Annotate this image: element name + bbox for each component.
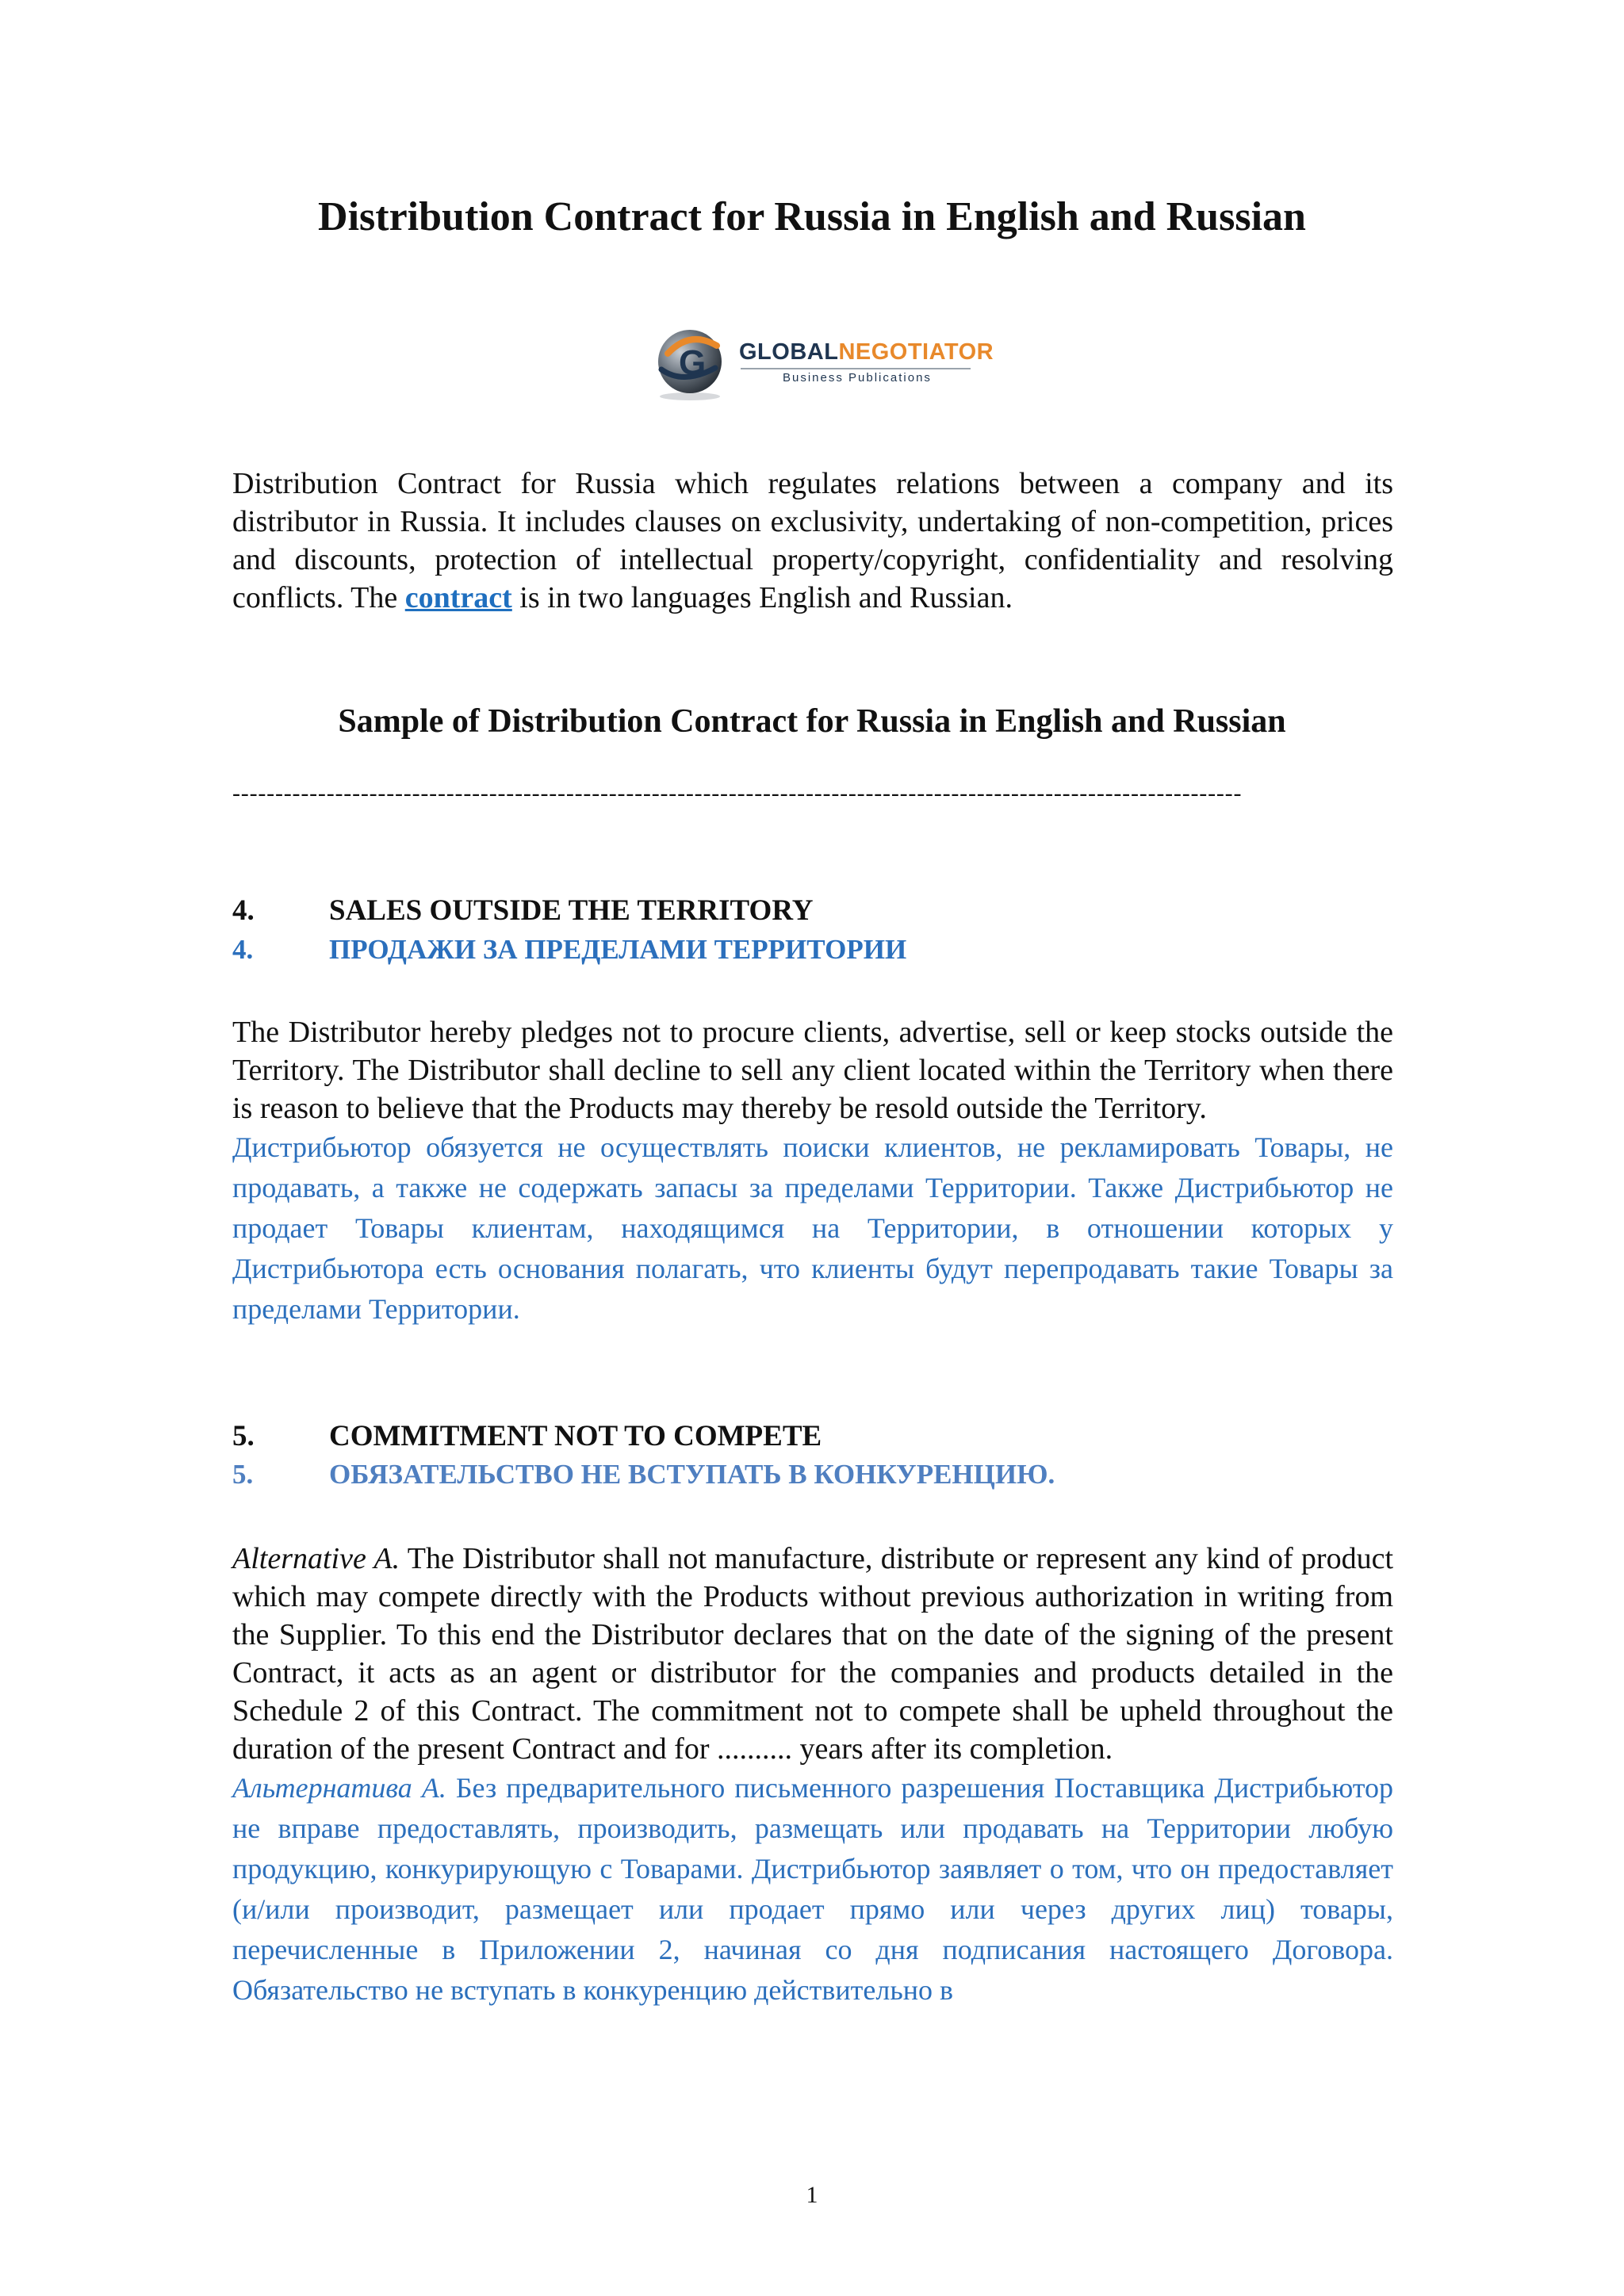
section-title: ОБЯЗАТЕЛЬСТВО НЕ ВСТУПАТЬ В КОНКУРЕНЦИЮ. [329,1459,1055,1490]
section-4-text-ru: Дистрибьютор обязуется не осуществлять поиски клиентов, не рекламировать Товары, не продавать, а также не содержать запасы за пределами Территории. Также Дистрибьютор не продает Товары клиентам, находящимся на Территории, в отношении которых у Дистрибьютора есть основания полагать, что клиенты будут перепродавать такие Товары за пределами Территории. [232,1131,1393,1325]
intro-paragraph [232,465,1393,617]
alternative-text: The Distributor shall not manufacture, distribute or represent any kind of product which may compete directly with the Products without previous authorization in writing from the Supplier. To this end the Distributor declares that on the date of the signing of the present Contract, it acts as an agent or distributor for the companies and products detailed in the Schedule 2 of this Contract. The commitment not to compete shall be upheld throughout the duration of the present Contract and for .......... years after its completion. [232,1542,1393,1766]
section-title: COMMITMENT NOT TO COMPETE [329,1420,822,1452]
section-number: 4. [232,934,254,965]
section-number: 4. [232,894,255,927]
globalnegotiator-logo [644,319,994,406]
section-5-text-en [232,1540,1393,1768]
section-title: ПРОДАЖИ ЗА ПРЕДЕЛАМИ ТЕРРИТОРИИ [329,934,907,965]
separator-line: ---------------------------------------------------------------------------------------------------------------------- [232,780,1243,806]
globe-logo-icon [644,322,731,401]
logo-subtitle: Business Publications [783,371,932,385]
contract-link[interactable]: contract [404,581,512,614]
intro-text-end: is in two languages English and Russian. [511,581,1013,614]
section-4-text-en: The Distributor hereby pledges not to procure clients, advertise, sell or keep stocks outside the Territory. The Distributor shall decline to sell any client located within the Territory when there is reason to believe that the Products may thereby be resold outside the Territory. [232,1016,1393,1125]
logo-wordmark: GLOBALNEGOTIATOR [739,339,994,365]
alternative-label: Alternative A. [232,1542,400,1575]
section-number: 5. [232,1459,254,1490]
intro-text-start: Distribution Contract for Russia which regulates relations between a company and its distributor in Russia. It includes clauses on exclusivity, undertaking of non-competition, prices and discounts, protection of intellectual property/copyright, confidentiality and resolving conflicts. The [232,467,1393,614]
document-title: Distribution Contract for Russia in English and Russian [318,194,1306,239]
section-5-text-ru [232,1768,1393,2011]
section-5-body [232,1540,1393,2011]
alternative-text: Без предварительного письменного разрешения Поставщика Дистрибьютор не вправе предоставлять, производить, размещать или продавать на Территории любую продукцию, конкурирующую с Товарами. Дистрибьютор заявляет о том, что он предоставляет (и/или производит, размещает или продает прямо или через других лиц) товары, перечисленные в Приложении 2, начиная со дня подписания настоящего Договора. Обязательство не вступать в конкуренцию действительно в [232,1772,1393,2006]
page-number: 1 [806,2182,818,2208]
sample-title: Sample of Distribution Contract for Russia in English and Russian [338,703,1286,740]
alternative-label: Альтернатива А. [232,1772,446,1804]
section-title: SALES OUTSIDE THE TERRITORY [329,894,814,927]
logo-divider [741,368,971,369]
section-4-body [232,1013,1393,1330]
svg-text:G: G [679,343,707,382]
section-number: 5. [232,1420,255,1452]
